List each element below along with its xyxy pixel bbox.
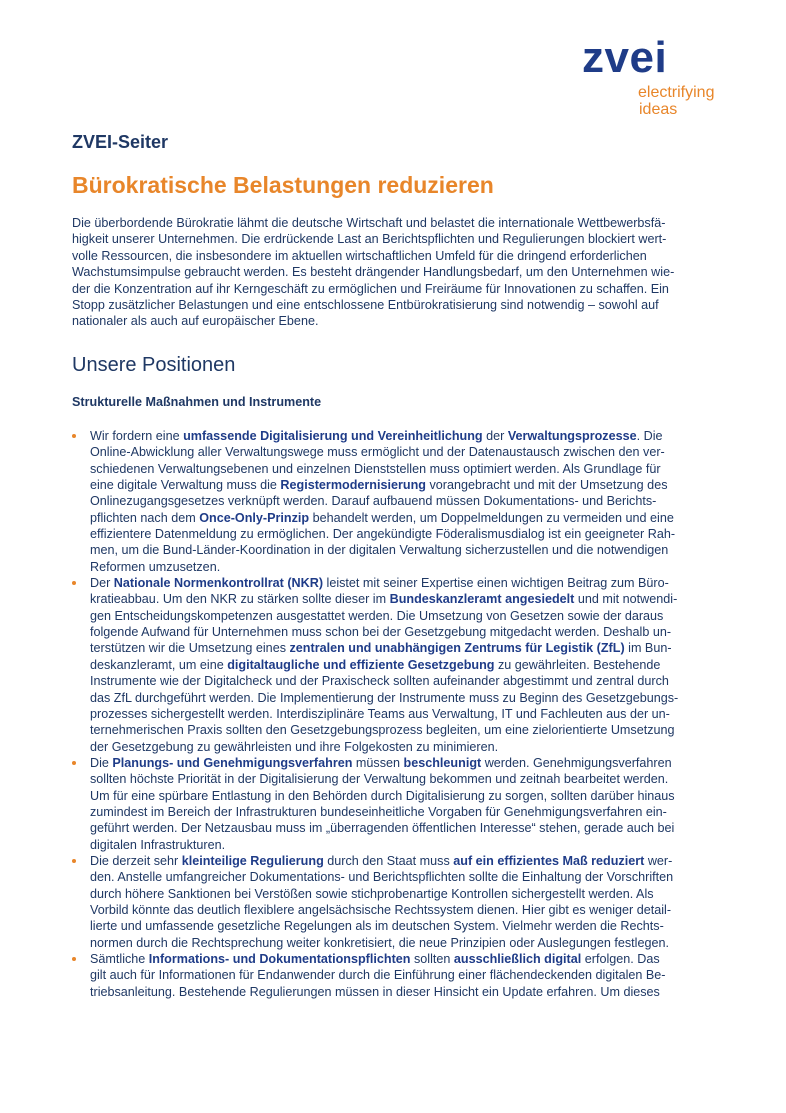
bold-phrase: kleinteilige Regulierung [181,853,324,868]
bullet-line [90,608,722,624]
bold-phrase: Verwaltungsprozesse [507,429,637,443]
text-segment: effizientere Datenmeldung zu ermöglichen. Der angekündigte Föderalismusdialog ist ein geeigneter Rah- [90,527,676,542]
bullet-line [90,902,722,918]
bullet-line [90,869,722,885]
bullet-line [90,624,722,640]
bullet-line [90,771,722,787]
text-segment: der [482,429,508,443]
text-segment: Instrumente wie der Digitalcheck und der Praxischeck sollten aufeinander abgestimmt und zentral durch [90,674,669,689]
text-segment: Online-Abwicklung aller Verwaltungswege muss ermöglicht und der Datenaustausch zwischen den ver- [90,445,665,460]
bullet-line [90,820,722,836]
bullet-line [90,461,722,477]
text-segment: erfolgen. Das [581,952,660,966]
logo-wordmark: zvei [582,33,668,82]
bullet-line [90,542,722,558]
bold-phrase: ausschließlich digital [453,952,582,966]
intro-line: volle Ressourcen, die insbesondere im aktuellen wirtschaftlichen Umfeld für die dringend erforderlichen [72,248,647,263]
text-segment: der Gesetzgebung zu gewährleisten und ihre Folgekosten zu minimieren. [90,739,499,754]
text-segment: Vorbild könnte das deutlich flexiblere angelsächsische Rechtssystem dienen. Hier gibt es weniger detail- [90,902,672,917]
text-segment: ternehmerischen Praxis sollten den Gesetzgebungsprozess begleiten, um eine zielorientierte Umsetzung [90,723,675,738]
text-segment: geführt werden. Der Netzausbau muss im „überragenden öffentlichen Interesse“ stehen, gerade auch bei [90,821,675,836]
bullet-dot-icon [72,859,76,863]
text-segment: durch höhere Sanktionen bei Verstößen sowie stichprobenartige Kontrollen sichergestellt werden. Als [90,886,654,901]
text-segment: müssen [352,755,404,770]
logo-tagline-line-1: electrifying [638,84,715,101]
text-segment: das ZfL durchgeführt werden. Die Implementierung der Instrumente muss zu Beginn des Gesetzgebungs- [90,690,679,705]
text-segment: triebsanleitung. Bestehende Regulierungen müssen in dieser Hinsicht ein Update erfahren. Um dieses [90,984,660,999]
text-segment: Wir fordern eine [90,429,184,443]
bullet-line [90,673,722,689]
document-title: Bürokratische Belastungen reduzieren [72,172,494,198]
text-segment: Reformen umzusetzen. [90,559,221,574]
bold-phrase: Bundeskanzleramt angesiedelt [389,592,575,607]
bullet-item [72,575,722,755]
text-segment: Um für eine spürbare Entlastung in den Behörden durch Digitalisierung zu sorgen, sollten darüber hinaus [90,788,675,803]
section-heading: Unsere Positionen [72,354,236,376]
text-segment: sollten höchste Priorität in der Digitalisierung der Verwaltung bekommen und zeitnah bearbeitet werden. [90,772,669,787]
text-segment: gen Entscheidungskompetenzen ausgestattet werden. Die Umsetzung von Gesetzen sowie der daraus [90,608,664,623]
bold-phrase: umfassende Digitalisierung und Vereinheitlichung [183,429,483,443]
text-segment: leistet mit seiner Expertise einen wichtigen Beitrag zum Büro- [323,576,669,591]
bold-phrase: auf ein effizientes Maß reduziert [453,853,645,868]
text-segment: men, um die Bund-Länder-Koordination in der digitalen Verwaltung sicherzustellen und die notwendigen [90,543,669,558]
text-segment: normen durch die Rechtsprechung weiter konkretisiert, die neue Prinzipien oder Auslegungen festlegen. [90,935,669,950]
text-segment: wer- [644,853,673,868]
bullet-line [90,640,722,656]
bullet-line [90,575,722,591]
bullet-dot-icon [72,581,76,585]
bullet-line [90,690,722,706]
bullet-line [90,967,722,983]
text-segment: im Bun- [624,641,672,656]
bullet-line [90,739,722,755]
intro-paragraph [72,215,712,330]
bold-phrase: digitaltaugliche und effiziente Gesetzgebung [227,657,495,672]
text-segment: behandelt werden, um Doppelmeldungen zu vermeiden und eine [309,510,674,525]
text-segment: deskanzleramt, um eine [90,657,228,672]
bullet-line [90,918,722,934]
intro-line: higkeit unserer Unternehmen. Die erdrückende Last an Berichtspflichten und Regulierungen blockiert wert- [72,232,667,247]
intro-line: Wachstumsimpulse gebraucht werden. Es besteht drängender Handlungsbedarf, um den Unternehmen wie- [72,265,675,280]
bullet-line [90,591,722,607]
text-segment: gilt auch für Informationen für Endanwender durch die Einführung einer flächendeckenden digitalen Be- [90,968,666,983]
bullet-line [90,493,722,509]
logo-tagline-line-2: ideas [639,101,678,118]
bullet-line [90,788,722,804]
bullet-item [72,755,722,853]
text-segment: und mit notwendi- [574,592,678,607]
bullet-dot-icon [72,761,76,765]
text-segment: kratieabbau. Um den NKR zu stärken sollte dieser im [90,592,390,607]
bullet-dot-icon [72,434,76,438]
text-segment: zumindest im Bereich der Infrastrukturen bundeseinheitliche Vorgaben für Genehmigungsverfahren ein- [90,804,667,819]
intro-line: Die überbordende Bürokratie lähmt die deutsche Wirtschaft und belastet die internationale Wettbewerbsfä- [72,216,666,230]
intro-line: nationaler als auch auf europäischer Ebene. [72,314,319,329]
bullet-line [90,837,722,853]
text-segment: Onlinezugangsgesetzes verknüpft werden. Darauf aufbauend müssen Dokumentations- und Berichts- [90,494,657,509]
text-segment: . Die [636,429,663,443]
section-subheading: Strukturelle Maßnahmen und Instrumente [72,395,322,409]
bullet-line [90,951,722,967]
text-segment: digitalen Infrastrukturen. [90,837,226,852]
text-segment: folgende Aufwand für Unternehmen muss schon bei der Gesetzgebung mitgedacht werden. Deshalb un- [90,625,672,640]
bullet-line [90,886,722,902]
text-segment: terstützen wir die Umsetzung eines [90,641,290,656]
text-segment: sollten [410,952,454,966]
bullet-line [90,804,722,820]
text-segment: werden. Genehmigungsverfahren [481,755,672,770]
text-segment: durch den Staat muss [323,853,454,868]
text-segment: schiedenen Verwaltungsebenen und einzelnen Dienststellen muss optimiert werden. Als Grundlage für [90,461,661,476]
bullet-line [90,510,722,526]
text-segment: prozesses sichergestellt werden. Interdisziplinäre Teams aus Verwaltung, IT und Fachleuten aus der un- [90,706,670,721]
bullet-line [90,559,722,575]
intro-line: Stopp zusätzlicher Belastungen und eine entschlossene Entbürokratisierung sind notwendig – sowohl auf [72,298,659,313]
zvei-logo [582,33,742,118]
bullet-line [90,935,722,951]
bold-phrase: Planungs- und Genehmigungsverfahren [112,755,353,770]
positions-list [72,428,722,1000]
bold-phrase: Informations- und Dokumentationspflichten [148,952,411,966]
bullet-line [90,428,722,444]
text-segment: vorangebracht und mit der Umsetzung des [425,478,668,493]
text-segment: pflichten nach dem [90,510,200,525]
bullet-line [90,477,722,493]
logo-tagline [638,84,742,118]
bold-phrase: beschleunigt [403,755,482,770]
bullet-line [90,657,722,673]
bold-phrase: Registermodernisierung [280,478,426,493]
bullet-item [72,428,722,575]
intro-line: der die Konzentration auf ihr Kerngeschäft zu ermöglichen und Freiräume für Innovationen zu schaffen. Ein [72,281,669,296]
text-segment: Der [90,576,114,591]
bold-phrase: zentralen und unabhängigen Zentrums für Legistik (ZfL) [289,641,625,656]
bullet-line [90,853,722,869]
bullet-line [90,984,722,1000]
text-segment: zu gewährleiten. Bestehende [494,657,661,672]
text-segment: Die [90,755,113,770]
bullet-item [72,951,722,1000]
text-segment: Die derzeit sehr [90,853,182,868]
text-segment: den. Anstelle umfangreicher Dokumentations- und Berichtspflichten sollte die Einhaltung der Vorschriften [90,870,674,885]
bold-phrase: Nationale Normenkontrollrat (NKR) [113,576,324,591]
bullet-dot-icon [72,957,76,961]
bullet-line [90,706,722,722]
text-segment: eine digitale Verwaltung muss die [90,478,281,493]
bullet-item [72,853,722,951]
bullet-line [90,755,722,771]
text-segment: lierte und umfassende gesetzliche Regelungen als im deutschen System. Vielmehr werden die Rechts- [90,919,664,934]
bullet-line [90,526,722,542]
bullet-line [90,722,722,738]
document-kicker: ZVEI-Seiter [72,132,169,152]
text-segment: Sämtliche [90,952,149,966]
bold-phrase: Once-Only-Prinzip [199,510,310,525]
bullet-line [90,444,722,460]
